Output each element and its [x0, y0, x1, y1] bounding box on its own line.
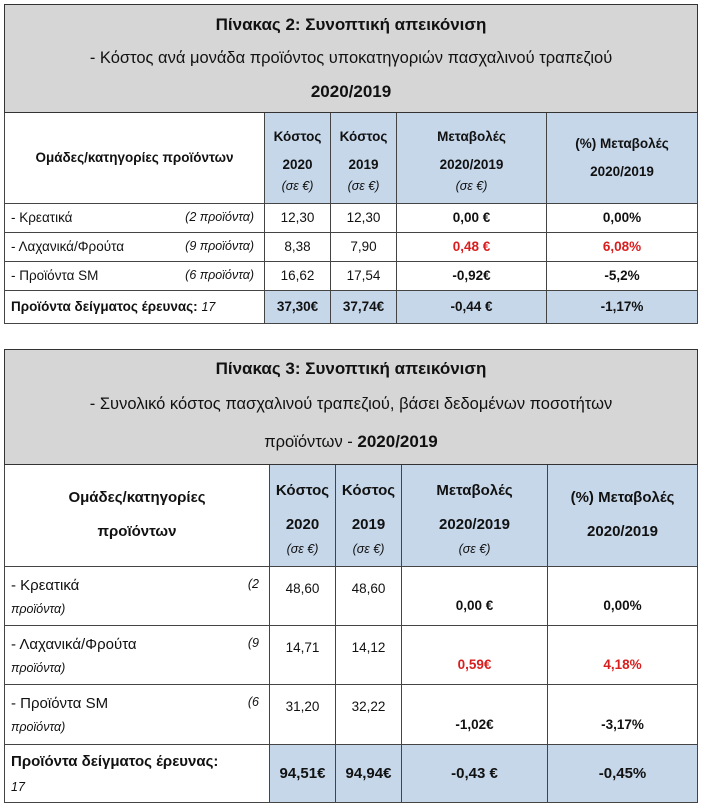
table-2-header	[5, 5, 698, 113]
table-2-period: 2020/2019	[310, 81, 392, 101]
row-label: - Προϊόντα SM	[11, 268, 99, 284]
table-3	[4, 349, 698, 803]
cost-2020-cell: 12,30	[265, 203, 331, 232]
table-row	[5, 626, 698, 685]
change-cell: 0,00 €	[402, 566, 548, 625]
row-note: (9	[247, 635, 259, 650]
change-column-header: Μεταβολές 2020/2019 (σε €)	[402, 464, 548, 566]
table-2	[4, 4, 698, 324]
pct-change-column-header: (%) Μεταβολές 2020/2019	[547, 113, 698, 203]
change-cell: 0,59€	[402, 626, 548, 685]
table-3-subtitle-line-2: προϊόντων -	[264, 432, 353, 451]
groups-column-header: Ομάδες/κατηγορίες προϊόντων	[5, 113, 265, 203]
cost-2020-column-header: Κόστος 2020 (σε €)	[265, 113, 331, 203]
groups-column-header: Ομάδες/κατηγορίες προϊόντων	[5, 464, 270, 566]
table-row	[5, 232, 698, 261]
cost-2019-cell: 32,22	[336, 685, 402, 744]
pct-change-cell: -3,17%	[548, 685, 698, 744]
total-row	[5, 744, 698, 802]
row-label: - Κρεατικά	[11, 576, 80, 594]
cost-2019-cell: 14,12	[336, 626, 402, 685]
cost-2020-cell: 14,71	[270, 626, 336, 685]
cost-2019-column-header: Κόστος 2019 (σε €)	[331, 113, 397, 203]
cost-2020-cell: 8,38	[265, 232, 331, 261]
row-label: - Κρεατικά	[11, 210, 73, 226]
pct-change-cell: 4,18%	[548, 626, 698, 685]
cost-2020-cell: 31,20	[270, 685, 336, 744]
table-row	[5, 203, 698, 232]
row-note-continued: προϊόντα)	[11, 660, 66, 675]
change-cell: -1,02€	[402, 685, 548, 744]
table-row	[5, 566, 698, 625]
total-pct-change-cell: -1,17%	[547, 290, 698, 323]
row-note: (2 προϊόντα)	[185, 210, 254, 225]
cost-2019-cell: 7,90	[331, 232, 397, 261]
table-2-subtitle: - Κόστος ανά μονάδα προϊόντος υποκατηγοριών πασχαλινού τραπεζιού	[89, 48, 613, 67]
table-row	[5, 261, 698, 290]
row-label: - Λαχανικά/Φρούτα	[11, 635, 137, 653]
row-note: (6	[247, 695, 259, 710]
total-cost-2020-cell: 94,51€	[270, 744, 336, 802]
total-label: Προϊόντα δείγματος έρευνας:	[11, 752, 219, 770]
pct-change-column-header: (%) Μεταβολές 2020/2019	[548, 464, 698, 566]
row-note: (6 προϊόντα)	[185, 268, 254, 283]
table-3-header	[5, 350, 698, 465]
cost-2019-column-header: Κόστος 2019 (σε €)	[336, 464, 402, 566]
pct-change-cell: 0,00%	[548, 566, 698, 625]
table-2-title: Πίνακας 2: Συνοπτική απεικόνιση	[215, 14, 487, 34]
change-cell: 0,00 €	[397, 203, 547, 232]
total-count: 17	[201, 300, 216, 315]
cost-2020-cell: 48,60	[270, 566, 336, 625]
change-cell: -0,92€	[397, 261, 547, 290]
table-3-period: 2020/2019	[357, 431, 438, 451]
total-label: Προϊόντα δείγματος έρευνας:	[11, 299, 198, 315]
total-cost-2019-cell: 37,74€	[331, 290, 397, 323]
table-3-title: Πίνακας 3: Συνοπτική απεικόνιση	[215, 358, 487, 378]
row-note: (9 προϊόντα)	[185, 239, 254, 254]
cost-2019-cell: 17,54	[331, 261, 397, 290]
row-label: - Λαχανικά/Φρούτα	[11, 239, 125, 255]
total-cost-2020-cell: 37,30€	[265, 290, 331, 323]
cost-2019-cell: 48,60	[336, 566, 402, 625]
change-cell: 0,48 €	[397, 232, 547, 261]
change-column-header: Μεταβολές 2020/2019 (σε €)	[397, 113, 547, 203]
cost-2020-column-header: Κόστος 2020 (σε €)	[270, 464, 336, 566]
total-pct-change-cell: -0,45%	[548, 744, 698, 802]
row-note: (2	[247, 576, 259, 591]
total-change-cell: -0,44 €	[397, 290, 547, 323]
cost-2019-cell: 12,30	[331, 203, 397, 232]
table-3-subtitle-line-1: - Συνολικό κόστος πασχαλινού τραπεζιού, βάσει δεδομένων ποσοτήτων	[89, 394, 613, 413]
total-count: 17	[11, 779, 25, 794]
pct-change-cell: 0,00%	[547, 203, 698, 232]
row-note-continued: προϊόντα)	[11, 720, 66, 735]
cost-2020-cell: 16,62	[265, 261, 331, 290]
table-row	[5, 685, 698, 744]
total-row	[5, 290, 698, 323]
row-note-continued: προϊόντα)	[11, 601, 66, 616]
total-cost-2019-cell: 94,94€	[336, 744, 402, 802]
total-change-cell: -0,43 €	[402, 744, 548, 802]
pct-change-cell: -5,2%	[547, 261, 698, 290]
row-label: - Προϊόντα SM	[11, 695, 109, 713]
pct-change-cell: 6,08%	[547, 232, 698, 261]
